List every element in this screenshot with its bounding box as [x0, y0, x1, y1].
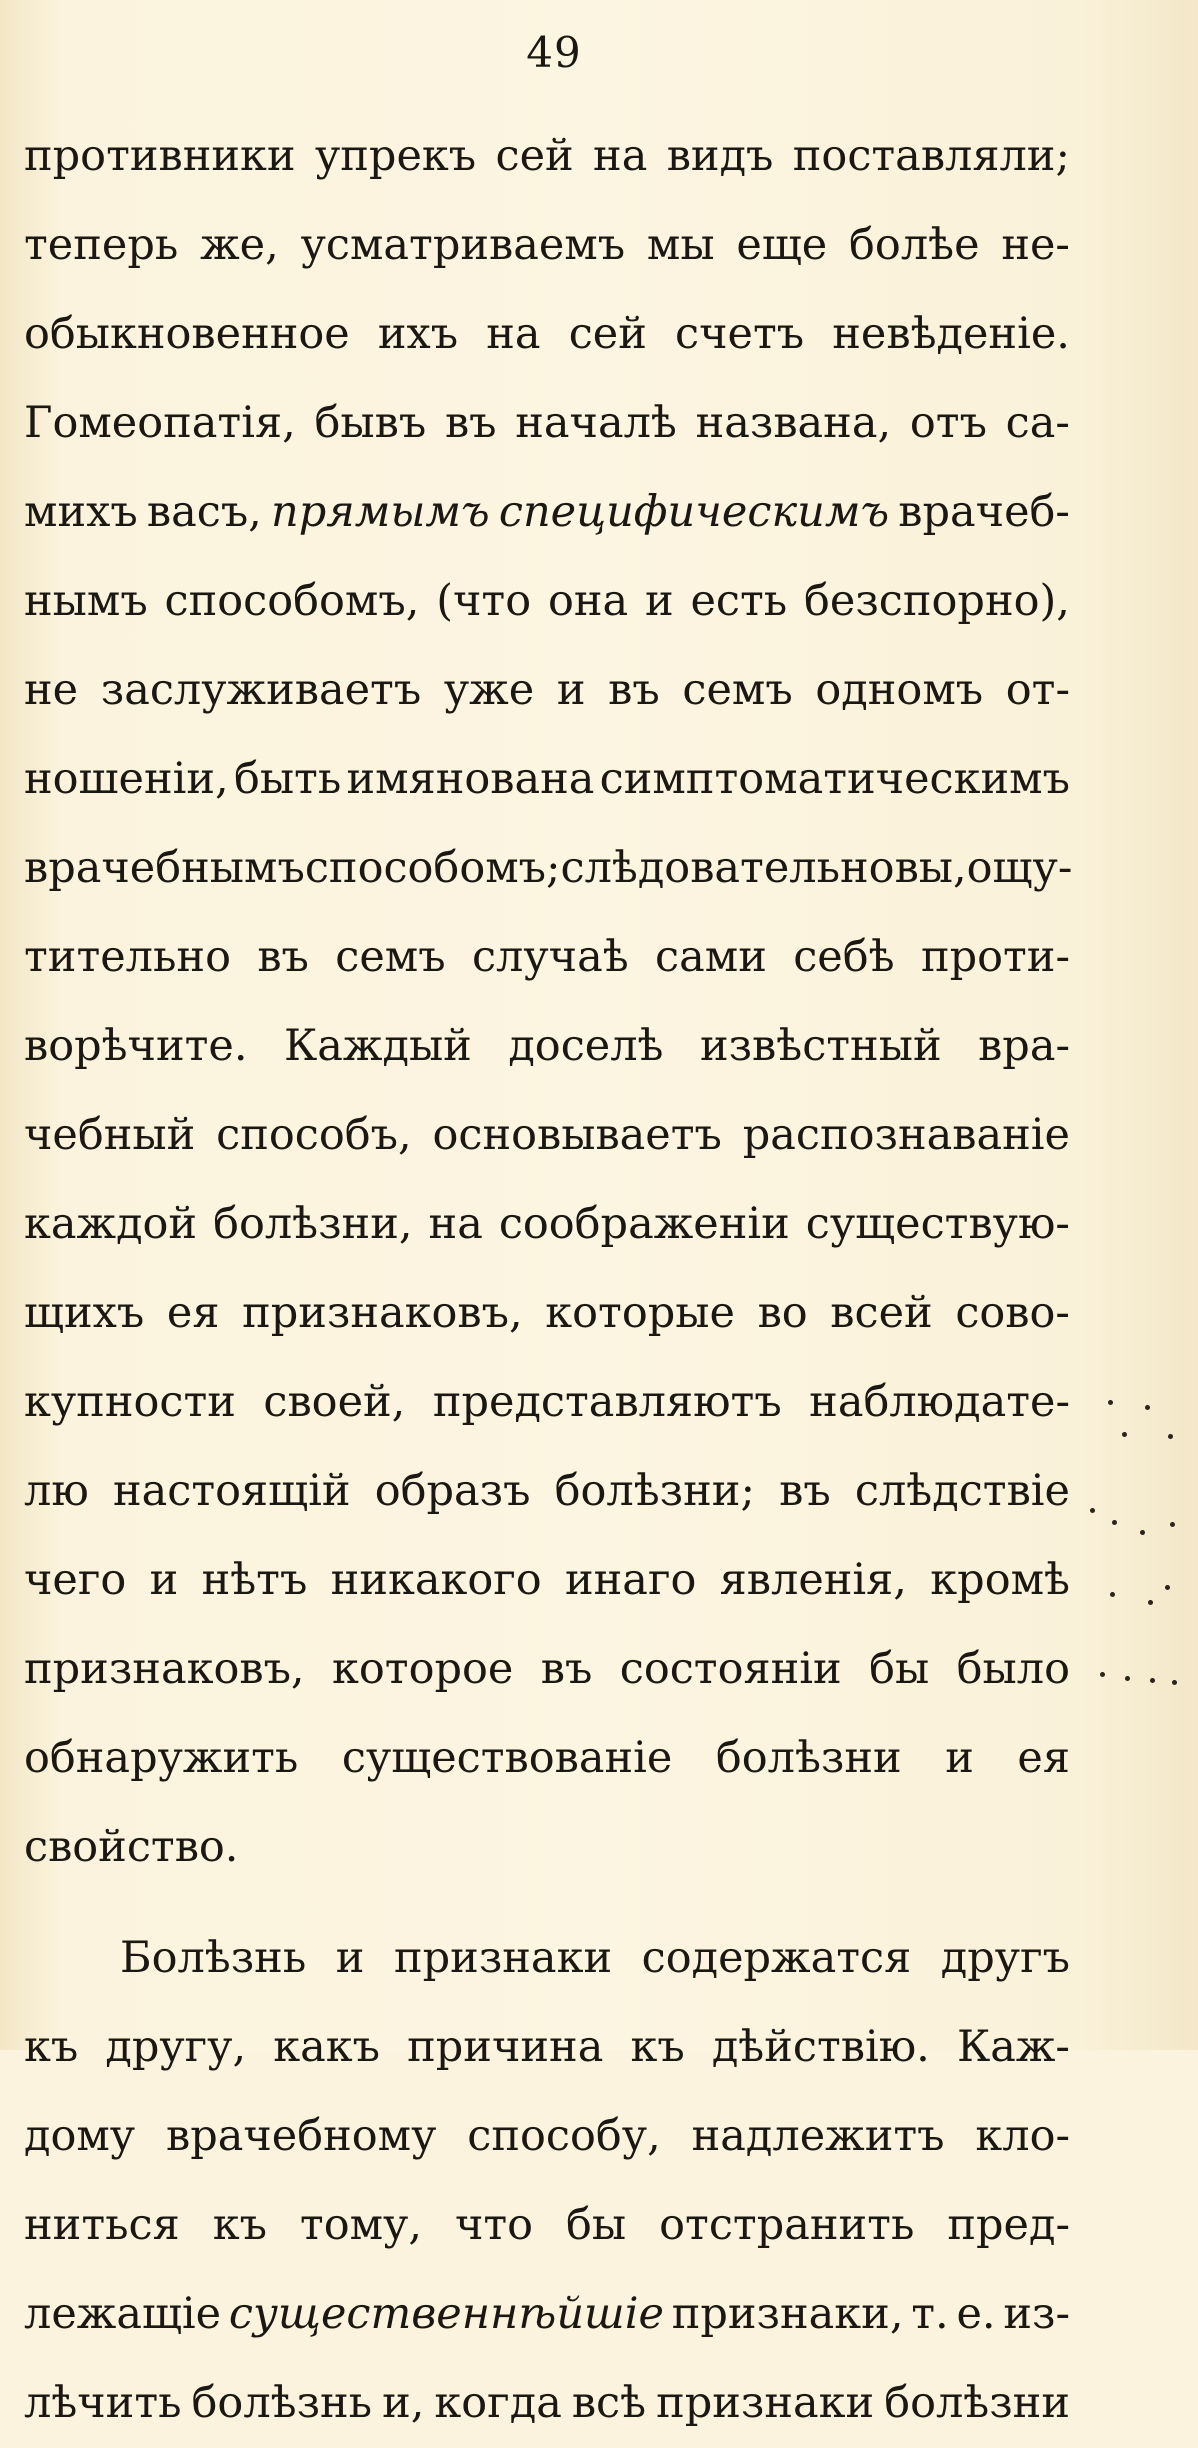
word: настоящій	[112, 1466, 351, 1516]
ink-speck	[1100, 1672, 1105, 1677]
word: существеннѣйшіе	[228, 2289, 664, 2339]
word: быть	[233, 754, 342, 804]
word: щихъ	[24, 1288, 145, 1338]
word: всей	[830, 1288, 933, 1338]
word: въ	[444, 398, 497, 448]
text-line	[24, 2003, 1070, 2092]
ink-speck	[1170, 1522, 1175, 1527]
word: проти-	[920, 932, 1070, 982]
word: прямымъ	[271, 487, 490, 537]
ink-speck	[1148, 1600, 1153, 1605]
word: еще	[736, 220, 828, 270]
text-line	[24, 824, 1073, 913]
word: ниться	[24, 2200, 180, 2250]
text-line	[24, 1447, 1070, 1536]
word: сей	[568, 309, 647, 359]
word: образъ	[374, 1466, 531, 1516]
word: болѣзнь	[191, 2378, 373, 2428]
word: вра-	[978, 1021, 1070, 1071]
word: усматриваемъ	[300, 220, 626, 270]
body-text	[24, 112, 1073, 2448]
word: и	[945, 1733, 974, 1783]
word: способу,	[467, 2111, 661, 2161]
word: обыкновенное	[24, 309, 350, 359]
word: не-	[1001, 220, 1070, 270]
word: соображеніи	[498, 1199, 790, 1249]
ink-speck	[1165, 1585, 1170, 1590]
word: къ	[212, 2200, 267, 2250]
word: способъ,	[216, 1110, 412, 1160]
text-line	[24, 201, 1070, 290]
word: состояніи	[619, 1644, 842, 1694]
word: къ	[24, 2022, 79, 2072]
word: т.	[911, 2289, 949, 2339]
word: слѣдствіе	[854, 1466, 1070, 1516]
word: Каждый	[284, 1021, 472, 1071]
text-line	[24, 735, 1070, 824]
word: нымъ	[24, 576, 148, 626]
word: началѣ	[515, 398, 677, 448]
word: мы	[646, 220, 715, 270]
text-line	[24, 557, 1070, 646]
word: и	[335, 1933, 365, 1983]
word: доселѣ	[508, 1021, 664, 1071]
word: одномъ	[815, 665, 984, 715]
word: тому,	[299, 2200, 422, 2250]
word: явленія,	[719, 1555, 907, 1605]
word: вы,	[894, 843, 967, 893]
word: каждой	[24, 1199, 198, 1249]
word: другу,	[105, 2022, 247, 2072]
ink-speck	[1125, 1676, 1130, 1681]
text-line	[24, 1002, 1070, 1091]
word: противники	[24, 131, 296, 181]
word: надлежитъ	[691, 2111, 945, 2161]
word: ворѣчите.	[24, 1021, 248, 1071]
text-line	[24, 2181, 1070, 2270]
word: наблюдате-	[809, 1377, 1070, 1427]
ink-speck	[1150, 1678, 1155, 1683]
text-line	[24, 913, 1070, 1002]
word: ощу-	[966, 843, 1073, 893]
page-number: 49	[526, 28, 582, 77]
word: видъ	[666, 131, 774, 181]
word: Каж-	[956, 2022, 1070, 2072]
word: Гомеопатія,	[24, 398, 296, 448]
text-line	[24, 1358, 1070, 1447]
word: своей,	[263, 1377, 406, 1427]
word: инаго	[564, 1555, 697, 1605]
word: и	[556, 665, 586, 715]
text-line	[24, 112, 1070, 201]
ink-speck	[1122, 1432, 1127, 1437]
word: лежащіе	[24, 2289, 222, 2339]
word: васъ,	[146, 487, 262, 537]
word: заслуживаетъ	[100, 665, 422, 715]
word: семъ	[682, 665, 793, 715]
word: лѣчить	[24, 2378, 182, 2428]
word: бы	[869, 1644, 930, 1694]
ink-speck	[1110, 1592, 1115, 1597]
word: упрекъ	[314, 131, 477, 181]
word: которое	[332, 1644, 514, 1694]
word: бы	[566, 2200, 627, 2250]
word: признаки	[393, 1933, 613, 1983]
ink-speck	[1090, 1508, 1095, 1513]
word: уже	[443, 665, 535, 715]
word: на	[593, 131, 648, 181]
ink-speck	[1112, 1520, 1117, 1525]
word: содержатся	[641, 1933, 912, 1983]
word: представляютъ	[432, 1377, 782, 1427]
word: другъ	[940, 1933, 1070, 1983]
word: счетъ	[675, 309, 805, 359]
word: ношеніи,	[24, 754, 229, 804]
word: на	[428, 1199, 483, 1249]
text-line	[24, 2092, 1070, 2181]
word: семъ	[335, 932, 446, 982]
word: она	[547, 576, 629, 626]
word: сово-	[955, 1288, 1070, 1338]
word: признаковъ,	[242, 1288, 523, 1338]
word: названа,	[695, 398, 892, 448]
text-line	[24, 379, 1070, 468]
word: кло-	[975, 2111, 1070, 2161]
word: себѣ	[793, 932, 895, 982]
word: свойство.	[24, 1822, 239, 1872]
word: признаки,	[671, 2289, 904, 2339]
word: тительно	[24, 932, 231, 982]
word: во	[757, 1288, 808, 1338]
ink-speck	[1145, 1405, 1150, 1410]
word: и	[644, 576, 674, 626]
word: кромѣ	[930, 1555, 1070, 1605]
word: сами	[655, 932, 767, 982]
word: ея	[1017, 1733, 1070, 1783]
word: существую-	[805, 1199, 1070, 1249]
text-line	[24, 1536, 1070, 1625]
word: когда	[434, 2378, 562, 2428]
word: из-	[1003, 2289, 1070, 2339]
text-line	[24, 646, 1070, 735]
word: отстранить	[659, 2200, 915, 2250]
word: бывъ	[314, 398, 427, 448]
text-line	[24, 2270, 1070, 2359]
word: существованіе	[341, 1733, 673, 1783]
word: не	[24, 665, 79, 715]
word: пред-	[947, 2200, 1070, 2250]
word: въ	[608, 665, 660, 715]
word: обнаружить	[24, 1733, 299, 1783]
ink-speck	[1140, 1530, 1145, 1535]
text-line	[24, 1914, 1070, 2003]
word: чебный	[24, 1110, 196, 1160]
word: распознаваніе	[742, 1110, 1070, 1160]
word: въ	[540, 1644, 593, 1694]
word: извѣстный	[699, 1021, 942, 1071]
word: способомъ;	[304, 843, 561, 893]
word: нѣтъ	[201, 1555, 308, 1605]
word: чего	[24, 1555, 127, 1605]
word: причина	[407, 2022, 604, 2072]
word: болѣзни,	[213, 1199, 413, 1249]
word: въ	[257, 932, 309, 982]
word: врачебнымъ	[24, 843, 305, 893]
word: врачебному	[165, 2111, 437, 2161]
text-line	[24, 1180, 1070, 1269]
word: въ	[779, 1466, 831, 1516]
ink-speck	[1172, 1680, 1177, 1685]
word: е.	[956, 2289, 996, 2339]
text-line	[24, 1625, 1070, 1714]
word: дому	[24, 2111, 136, 2161]
word: купности	[24, 1377, 236, 1427]
word: болѣзни	[715, 1733, 902, 1783]
word: Болѣзнь	[120, 1933, 307, 1983]
word: слѣдовательно	[560, 843, 895, 893]
word: основываетъ	[432, 1110, 722, 1160]
word: признаковъ,	[24, 1644, 305, 1694]
word: и,	[382, 2378, 425, 2428]
word: которые	[545, 1288, 735, 1338]
word: есть	[690, 576, 788, 626]
word: никакого	[330, 1555, 542, 1605]
text-line	[24, 1714, 1070, 1803]
word: специфическимъ	[498, 487, 890, 537]
word: болѣзни	[884, 2378, 1070, 2428]
word: болѣе	[849, 220, 980, 270]
word: дѣйствію.	[711, 2022, 930, 2072]
word: от-	[1005, 665, 1070, 715]
text-line	[24, 2359, 1070, 2448]
word: лю	[24, 1466, 89, 1516]
word: сей	[495, 131, 574, 181]
word: и	[149, 1555, 179, 1605]
text-line	[24, 1091, 1070, 1180]
word: что	[454, 2200, 534, 2250]
word: михъ	[24, 487, 138, 537]
word: какъ	[273, 2022, 381, 2072]
text-line	[24, 468, 1070, 557]
word: способомъ,	[164, 576, 420, 626]
word: всѣ	[571, 2378, 647, 2428]
word: невѣденіе.	[832, 309, 1070, 359]
word: поставляли;	[792, 131, 1070, 181]
word: са-	[1005, 398, 1070, 448]
text-line	[24, 1803, 1070, 1892]
word: признаки	[656, 2378, 875, 2428]
word: теперь	[24, 220, 179, 270]
ink-speck	[1108, 1400, 1113, 1405]
word: ихъ	[377, 309, 459, 359]
word: отъ	[909, 398, 987, 448]
word: ея	[166, 1288, 220, 1338]
text-line	[24, 290, 1070, 379]
word: къ	[630, 2022, 685, 2072]
word: болѣзни;	[554, 1466, 755, 1516]
word: же,	[200, 220, 279, 270]
word: безспорно),	[804, 576, 1070, 626]
word: симптоматическимъ	[599, 754, 1070, 804]
word: было	[956, 1644, 1070, 1694]
word: врачеб-	[898, 487, 1070, 537]
ink-speck	[1168, 1434, 1173, 1439]
word: имянована	[346, 754, 595, 804]
word: случаѣ	[471, 932, 629, 982]
word: (что	[436, 576, 532, 626]
text-line	[24, 1269, 1070, 1358]
word: на	[486, 309, 541, 359]
